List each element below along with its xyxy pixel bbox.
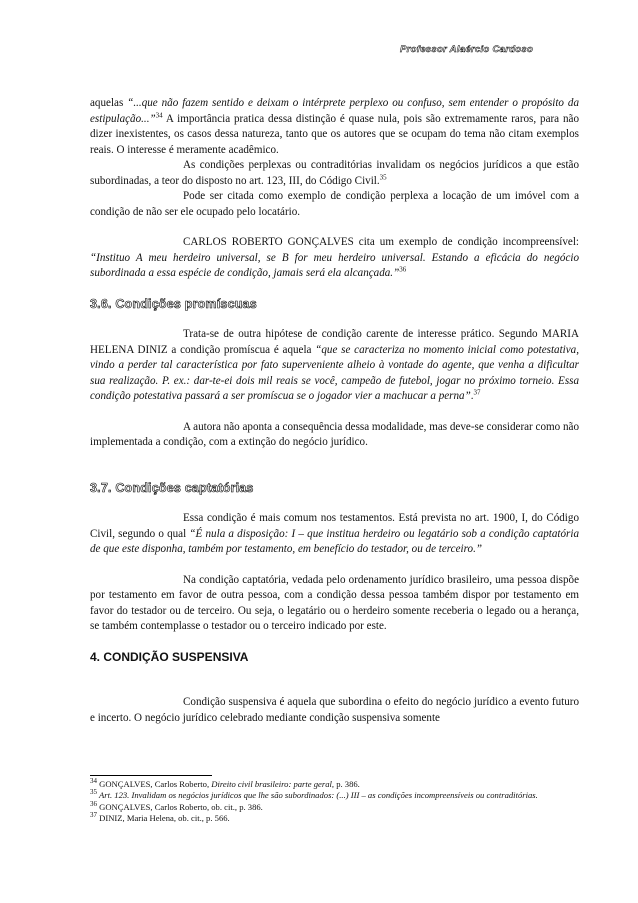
footnote-number: 37 bbox=[90, 811, 97, 820]
paragraph: A autora não aponta a consequência dessa modalidade, mas deve-se considerar como não implementada a condição, com a extinção do negócio jurídico. bbox=[90, 420, 579, 448]
footnote bbox=[90, 779, 579, 790]
section-heading: 4. CONDIÇÃO SUSPENSIVA bbox=[90, 649, 249, 664]
document-body bbox=[90, 96, 579, 726]
footnote-ref: 37 bbox=[473, 388, 481, 397]
quotation: “Instituo A meu herdeiro universal, se B for meu herdeiro universal. Estando a eficácia do negócio subordinada a essa espécie de condição, jamais será ela alcançada.” bbox=[90, 251, 579, 279]
paragraph bbox=[90, 511, 579, 558]
paragraph: Condição suspensiva é aquela que subordina o efeito do negócio jurídico a evento futuro e incerto. O negócio jurídico celebrado mediante condição suspensiva somente bbox=[90, 696, 579, 724]
paragraph-text: Trata-se de outra hipótese de condição carente de interesse prático. Segundo MARIA HELENA DINIZ a condição promíscua é aquela bbox=[90, 328, 579, 356]
quotation: “É nula a disposição: I – que institua herdeiro ou legatário sob a condição captatória de que este disponha, também por testamento, em benefício do testador, ou de terceiro.” bbox=[90, 527, 579, 555]
footnote-text: DINIZ, Maria Helena, ob. cit., p. 566. bbox=[97, 813, 230, 824]
paragraph-text: . bbox=[470, 390, 474, 402]
footnote-text: GONÇALVES, Carlos Roberto, bbox=[97, 779, 212, 789]
footnote-ref: 34 bbox=[155, 110, 163, 119]
paragraph-text: Essa condição é mais comum nos testamentos. Está prevista no art. 1900, I, do Código Civil, segundo o qual bbox=[90, 512, 579, 540]
footnote bbox=[90, 790, 579, 801]
paragraph bbox=[90, 158, 579, 189]
footnote-number: 34 bbox=[90, 777, 97, 786]
footnote bbox=[90, 799, 579, 813]
section-heading: 3.7. Condições captatórias bbox=[90, 480, 254, 495]
paragraph bbox=[90, 235, 579, 282]
paragraph: Pode ser citada como exemplo de condição perplexa a locação de um imóvel com a condição de não ser ele ocupado pelo locatário. bbox=[90, 190, 579, 218]
page-header-author: Professor Alaércio Cardoso bbox=[400, 44, 534, 55]
paragraph bbox=[90, 96, 579, 158]
footnote-divider bbox=[90, 775, 212, 776]
footnote-text: GONÇALVES, Carlos Roberto, ob. cit., p. 386. bbox=[97, 801, 263, 812]
paragraph: Na condição captatória, vedada pelo ordenamento jurídico brasileiro, uma pessoa dispõe por testamento em favor de outra pessoa, com a condição dessa pessoa também dispor por testamento em favor do testador ou de terceiro. Ou seja, o legatário ou o herdeiro somente receberia o legado ou a herança, se também contemplasse o testador ou o terceiro indicado por este. bbox=[90, 573, 579, 632]
footnote-text: , p. 386. bbox=[331, 779, 360, 789]
paragraph-text: A importância pratica dessa distinção é quase nula, pois são extremamente raros, para não dizer inexistentes, os casos dessa natureza, tanto que os autores que se ocupam do tema não citam exemplos reais. O interesse é meramente acadêmico. bbox=[90, 112, 579, 156]
footnote-text: Art. 123. Invalidam os negócios jurídicos que lhe são subordinados: (...) III – as condições incompreensíveis ou contraditórias. bbox=[97, 790, 538, 801]
footnote-number: 35 bbox=[90, 788, 97, 797]
paragraph bbox=[90, 327, 579, 405]
paragraph-text: CARLOS ROBERTO GONÇALVES cita um exemplo de condição incompreensível: bbox=[183, 236, 579, 248]
footnote-title: Direito civil brasileiro: parte geral bbox=[211, 779, 332, 789]
footnote-ref: 36 bbox=[399, 265, 407, 274]
quotation: “que se caracteriza no momento inicial como potestativa, vindo a perder tal característica por fato superveniente alheio à vontade do agente, que venha a dificultar sua realização. P. ex.: dar-te-ei dois mil reais se você, campeão de futebol, jogar no próximo torneio. Essa condição potestativa passará a ser promíscua se o jogador vier a machucar a perna” bbox=[90, 343, 579, 402]
section-heading: 3.6. Condições promíscuas bbox=[90, 296, 257, 311]
footnote-ref: 35 bbox=[379, 172, 387, 181]
footnotes bbox=[90, 779, 579, 825]
footnote-number: 36 bbox=[90, 799, 97, 808]
footnote bbox=[90, 813, 579, 824]
paragraph-text: As condições perplexas ou contraditórias invalidam os negócios jurídicos a que estão subordinadas, a teor do disposto no art. 123, III, do Código Civil. bbox=[90, 159, 579, 187]
paragraph-text: aquelas bbox=[90, 97, 128, 109]
quotation: “...que não fazem sentido e deixam o intérprete perplexo ou confuso, sem entender o propósito da estipulação...” bbox=[90, 97, 579, 125]
